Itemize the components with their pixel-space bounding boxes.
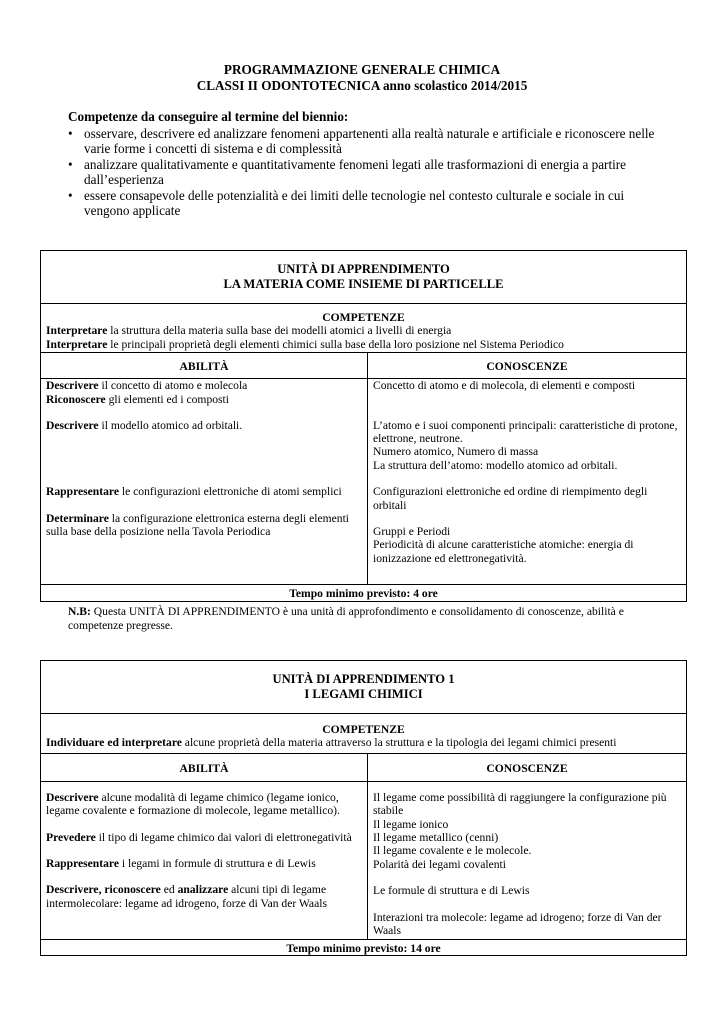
- competenze-biennio: [68, 109, 668, 219]
- conoscenze-column-header: CONOSCENZE: [368, 353, 687, 379]
- abilita-line: [46, 791, 362, 818]
- abilita-verb: analizzare: [177, 883, 229, 897]
- conoscenza-line: Polarità dei legami covalenti: [373, 857, 506, 871]
- list-item-text: essere consapevole delle potenzialità e dei limiti delle tecnologie nel contesto culturale e sociale in cui vengono applicate: [84, 187, 625, 218]
- abilita-text: alcuni tipi di legame intermolecolare: legame ad idrogeno, forze di Van der Waals: [46, 883, 327, 910]
- abilita-verb: Riconoscere: [46, 392, 106, 406]
- unit-table-legami: [40, 660, 687, 956]
- abilita-text: la configurazione elettronica esterna degli elementi sulla base della posizione nella Tavola Periodica: [46, 511, 350, 539]
- list-item-text: osservare, descrivere ed analizzare fenomeni appartenenti alla realtà naturale e artificiale e riconoscere nelle varie forme i concetti di sistema e di complessità: [84, 125, 655, 156]
- document-header: [0, 62, 724, 94]
- abilita-text: ed: [160, 883, 178, 897]
- conoscenza-line: Il legame come possibilità di raggiungere la configurazione più stabile: [373, 790, 667, 818]
- competenza-text: alcune proprietà della materia attraverso la struttura e la tipologia dei legami chimici presenti: [181, 736, 617, 750]
- conoscenza-line: L’atomo e i suoi componenti principali: caratteristiche di protone, elettrone, neutrone.: [373, 418, 678, 446]
- competenza-line: [46, 736, 681, 749]
- abilita-verb: Descrivere, riconoscere: [46, 883, 161, 897]
- unit-title: UNITÀ DI APPRENDIMENTO: [277, 262, 450, 276]
- list-item: [68, 188, 668, 219]
- competenze-biennio-list: [68, 126, 668, 219]
- abilita-verb: Descrivere: [46, 379, 99, 393]
- competenza-text: la struttura della materia sulla base dei modelli atomici a livelli di energia: [107, 324, 452, 338]
- conoscenza-line: Le formule di struttura e di Lewis: [373, 884, 530, 898]
- tempo-minimo: Tempo minimo previsto: 4 ore: [41, 585, 687, 601]
- conoscenza-line: Il legame covalente e le molecole.: [373, 844, 532, 858]
- abilita-line: [46, 831, 362, 844]
- competenze-cell: [41, 714, 687, 754]
- competenze-biennio-title: Competenze da conseguire al termine del biennio:: [68, 109, 349, 124]
- abilita-line: [46, 857, 362, 870]
- unit-subtitle: I LEGAMI CHIMICI: [304, 687, 423, 701]
- unit-subtitle: LA MATERIA COME INSIEME DI PARTICELLE: [223, 277, 504, 291]
- conoscenza-line: Concetto di atomo e di molecola, di elementi e composti: [373, 379, 636, 393]
- abilita-verb: Determinare: [46, 511, 109, 525]
- abilita-text: il concetto di atomo e molecola: [98, 379, 248, 393]
- abilita-verb: Descrivere: [46, 419, 99, 433]
- abilita-line: [46, 485, 362, 498]
- abilita-verb: Rappresentare: [46, 857, 119, 871]
- unit-heading: [41, 661, 687, 714]
- competenza-text: le principali proprietà degli elementi chimici sulla base della loro posizione nel Sistema Periodico: [107, 337, 564, 351]
- list-item-text: analizzare qualitativamente e quantitativamente fenomeni legati alle trasformazioni di energia a partire dall’esperienza: [84, 156, 627, 187]
- competenza-verb: Individuare ed interpretare: [46, 736, 182, 750]
- abilita-line: [46, 379, 362, 392]
- unit-table-materia: [40, 250, 687, 602]
- abilita-cell: [41, 379, 368, 585]
- abilita-text: gli elementi ed i composti: [105, 392, 229, 406]
- conoscenze-cell: [368, 781, 687, 939]
- bullet-icon: •: [68, 187, 73, 203]
- nb-text: Questa UNITÀ DI APPRENDIMENTO è una unità di approfondimento e consolidamento di conoscenze, abilità e competenze pregresse.: [68, 605, 624, 632]
- conoscenza-line: La struttura dell’atomo: modello atomico ad orbitali.: [373, 458, 618, 472]
- abilita-text: le configurazioni elettroniche di atomi semplici: [119, 485, 342, 499]
- conoscenza-line: Configurazioni elettroniche ed ordine di riempimento degli orbitali: [373, 485, 648, 512]
- conoscenze-column-header: CONOSCENZE: [368, 753, 687, 781]
- competenza-line: [46, 324, 681, 337]
- abilita-text: alcune modalità di legame chimico (legame ionico, legame covalente e formazione di molecole, legame metallico).: [46, 790, 340, 818]
- competenza-verb: Interpretare: [46, 337, 108, 351]
- competenze-cell: [41, 304, 687, 353]
- abilita-line: [46, 883, 362, 910]
- conoscenza-line: Gruppi e Periodi: [373, 525, 451, 539]
- conoscenza-line: Interazioni tra molecole: legame ad idrogeno; forze di Van der Waals: [373, 910, 662, 938]
- conoscenza-line: Il legame ionico: [373, 817, 449, 831]
- abilita-verb: Descrivere: [46, 790, 99, 804]
- competenze-heading: COMPETENZE: [322, 723, 405, 736]
- document-title: PROGRAMMAZIONE GENERALE CHIMICA: [223, 62, 501, 77]
- conoscenza-line: Numero atomico, Numero di massa: [373, 445, 539, 459]
- document-subtitle: CLASSI II ODONTOTECNICA anno scolastico 2014/2015: [196, 78, 528, 93]
- abilita-line: [46, 419, 362, 432]
- abilita-line: [46, 512, 362, 539]
- list-item: [68, 157, 668, 188]
- conoscenza-line: Il legame metallico (cenni): [373, 831, 499, 845]
- abilita-line: [46, 393, 362, 406]
- nb-note: [68, 605, 668, 633]
- abilita-cell: [41, 781, 368, 939]
- abilita-column-header: ABILITÀ: [41, 753, 368, 781]
- nb-label: N.B:: [68, 605, 91, 618]
- conoscenze-cell: [368, 379, 687, 585]
- abilita-column-header: ABILITÀ: [41, 353, 368, 379]
- abilita-text: il modello atomico ad orbitali.: [98, 419, 243, 433]
- competenza-verb: Interpretare: [46, 324, 108, 338]
- list-item: [68, 126, 668, 157]
- unit-heading: [41, 251, 687, 304]
- abilita-verb: Rappresentare: [46, 485, 119, 499]
- bullet-icon: •: [68, 156, 73, 172]
- competenza-line: [46, 338, 681, 351]
- unit-title: UNITÀ DI APPRENDIMENTO 1: [272, 672, 455, 686]
- bullet-icon: •: [68, 125, 73, 141]
- competenze-heading: COMPETENZE: [322, 311, 405, 324]
- tempo-minimo: Tempo minimo previsto: 14 ore: [41, 939, 687, 955]
- conoscenza-line: Periodicità di alcune caratteristiche atomiche: energia di ionizzazione ed elettronegatività.: [373, 538, 634, 565]
- abilita-text: i legami in formule di struttura e di Lewis: [119, 857, 316, 871]
- abilita-verb: Prevedere: [46, 830, 96, 844]
- abilita-text: il tipo di legame chimico dai valori di elettronegatività: [95, 830, 352, 844]
